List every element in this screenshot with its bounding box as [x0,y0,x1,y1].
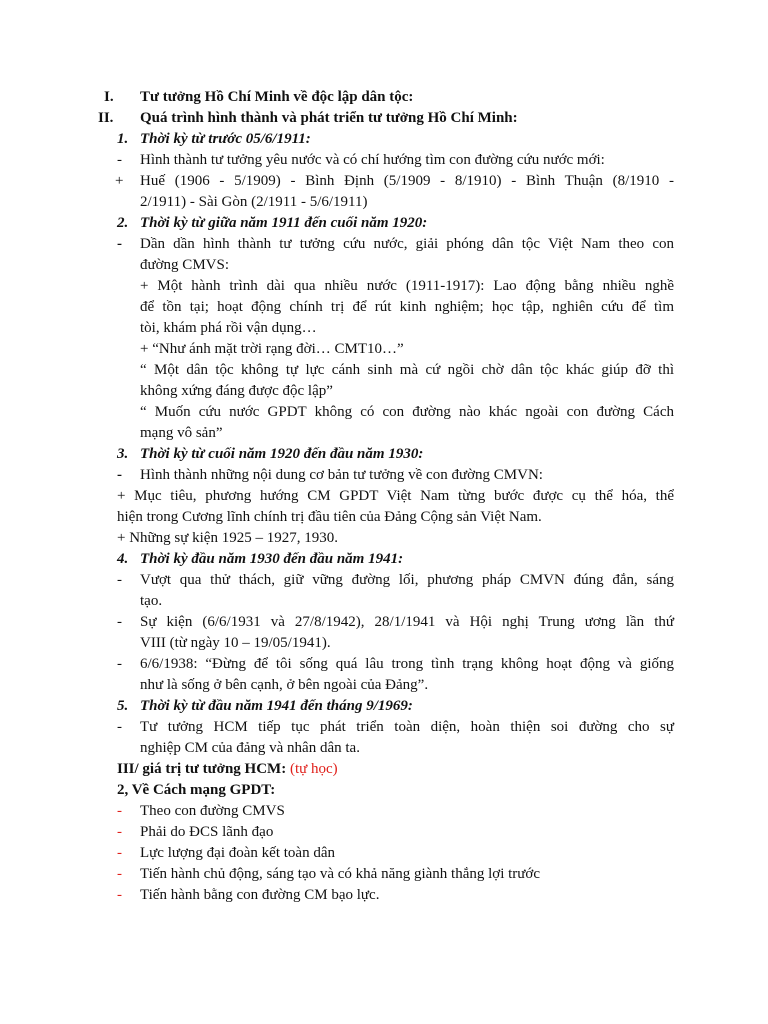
section-3-title: III/ giá trị tư tưởng HCM: [117,761,287,777]
period-4-bullet-3-line-2: như là sống ở bên cạnh, ở bên ngoài của Đảng”. [140,677,429,693]
period-1-bullet: Hình thành tư tưởng yêu nước và có chí hướng tìm con đường cứu nước mới: [140,152,605,168]
period-2-bullet-line-2: đường CMVS: [140,257,229,273]
revolution-section-title: 2, Về Cách mạng GPDT: [117,782,276,798]
period-2-number: 2. [117,215,129,231]
period-2-journey-line-2: để tồn tại; hoạt động chính trị để rút kinh nghiệm; học tập, nghiên cứu để tìm [140,299,674,315]
heading-1-number: I. [104,89,114,105]
dash-marker: - [117,236,122,252]
period-5-title: Thời kỳ từ đầu năm 1941 đến tháng 9/1969: [140,698,413,714]
period-2-sunrise-quote: + “Như ánh mặt trời rạng đời… CMT10…” [140,341,404,357]
period-5-bullet-line-1: Tư tưởng HCM tiếp tục phát triển toàn diện, hoàn thiện soi đường cho sự [140,719,674,735]
red-dash-marker: - [117,887,122,903]
red-dash-marker: - [117,824,122,840]
red-dash-marker: - [117,803,122,819]
period-5-bullet-line-2: nghiệp CM của đảng và nhân dân ta. [140,740,360,756]
period-2-quote-2-line-1: “ Muốn cứu nước GPDT không có con đường nào khác ngoài con đường Cách [140,404,674,420]
period-4-title: Thời kỳ đầu năm 1930 đến đầu năm 1941: [140,551,404,567]
period-2-journey-line-3: tòi, khám phá rồi vận dụng… [140,320,317,336]
revolution-item: Tiến hành chủ động, sáng tạo và có khả năng giành thắng lợi trước [140,866,541,882]
dash-marker: - [117,614,122,630]
dash-marker: - [117,719,122,735]
period-4-bullet-3-line-1: 6/6/1938: “Đừng để tôi sống quá lâu trong tình trạng không hoạt động và giống [140,656,674,672]
period-2-title: Thời kỳ từ giữa năm 1911 đến cuối năm 1920: [140,215,428,231]
dash-marker: - [117,467,122,483]
period-4-bullet-2-line-1: Sự kiện (6/6/1931 và 27/8/1942), 28/1/1941 và Hội nghị Trung ương lần thứ [140,614,674,630]
period-2-quote-1-line-2: không xứng đáng được độc lập” [140,383,333,399]
dash-marker: - [117,572,122,588]
self-study-note: (tự học) [289,761,338,777]
revolution-item: Theo con đường CMVS [140,803,285,819]
period-2-quote-2-line-2: mạng vô sản” [140,425,223,441]
dash-marker: - [117,656,122,672]
dash-marker: - [117,152,122,168]
period-3-goal-line-2: hiện trong Cương lĩnh chính trị đầu tiên của Đảng Cộng sản Việt Nam. [117,509,542,525]
revolution-item: Lực lượng đại đoàn kết toàn dân [140,845,335,861]
period-4-bullet-1-line-1: Vượt qua thử thách, giữ vững đường lối, phương pháp CMVN đúng đắn, sáng [140,572,674,588]
period-5-number: 5. [117,698,129,714]
heading-2-number: II. [98,110,114,126]
period-3-number: 3. [117,446,129,462]
heading-1-text: Tư tưởng Hồ Chí Minh về độc lập dân tộc: [140,89,414,105]
plus-marker: + [115,173,124,189]
period-1-number: 1. [117,131,129,147]
heading-2-text: Quá trình hình thành và phát triển tư tưởng Hồ Chí Minh: [140,110,518,126]
period-4-bullet-2-line-2: VIII (từ ngày 10 – 19/05/1941). [140,635,331,651]
revolution-item: Phải do ĐCS lãnh đạo [140,824,274,840]
period-3-goal-line-1: + Mục tiêu, phương hướng CM GPDT Việt Nam từng bước được cụ thể hóa, thể [117,488,674,504]
period-1-places-line-2: 2/1911) - Sài Gòn (2/1911 - 5/6/1911) [140,194,368,210]
period-2-bullet-line-1: Dần dần hình thành tư tưởng cứu nước, giải phóng dân tộc Việt Nam theo con [140,236,674,252]
period-3-events: + Những sự kiện 1925 – 1927, 1930. [117,530,338,546]
period-3-bullet: Hình thành những nội dung cơ bản tư tưởng về con đường CMVN: [140,467,543,483]
period-2-journey-line-1: + Một hành trình dài qua nhiều nước (1911-1917): Lao động bằng nhiều nghề [140,278,674,294]
period-4-bullet-1-line-2: tạo. [140,593,163,609]
period-2-quote-1-line-1: “ Một dân tộc không tự lực cánh sinh mà cứ ngồi chờ dân tộc khác giúp đỡ thì [140,362,674,378]
period-1-places-line-1: Huế (1906 - 5/1909) - Bình Định (5/1909 - 8/1910) - Bình Thuận (8/1910 - [140,173,674,189]
section-3-heading [117,759,338,780]
red-dash-marker: - [117,845,122,861]
period-4-number: 4. [117,551,129,567]
revolution-item: Tiến hành bằng con đường CM bạo lực. [140,887,380,903]
period-3-title: Thời kỳ từ cuối năm 1920 đến đầu năm 1930: [140,446,424,462]
period-1-title: Thời kỳ từ trước 05/6/1911: [140,131,311,147]
red-dash-marker: - [117,866,122,882]
